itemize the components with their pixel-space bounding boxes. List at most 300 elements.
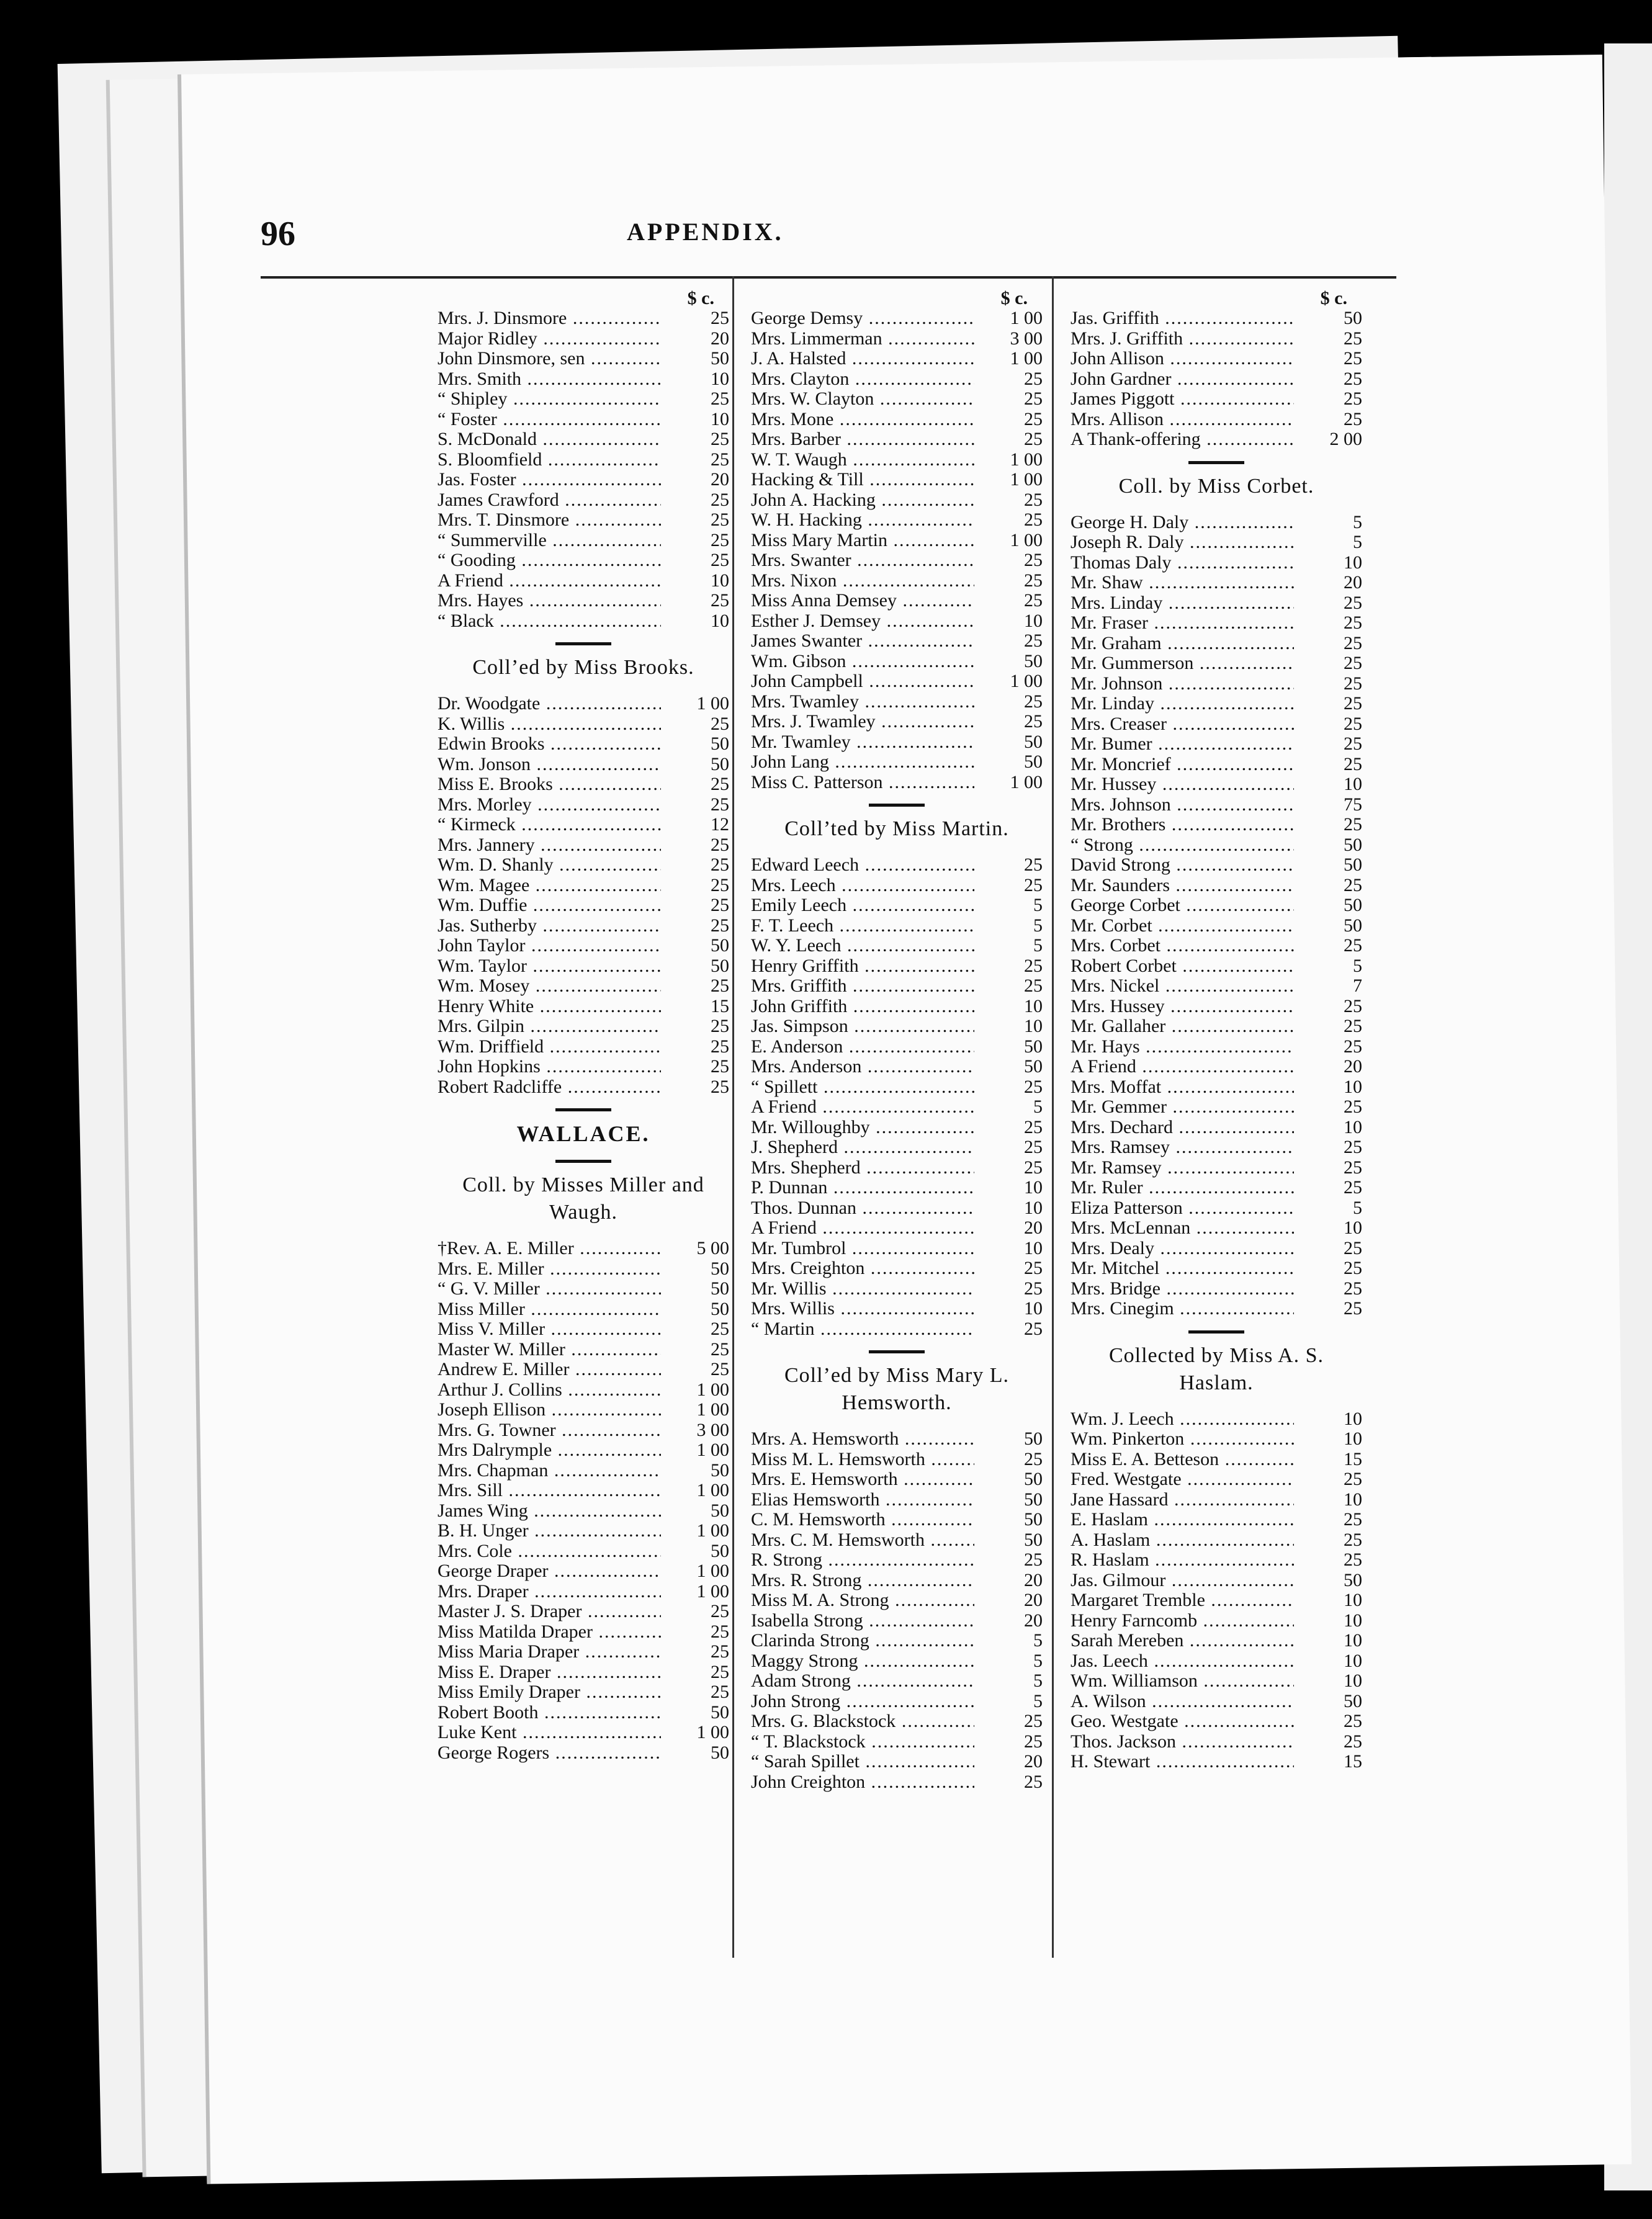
contribution-amount: 25: [711, 915, 729, 936]
contribution-row: [751, 329, 1043, 349]
contribution-row: [438, 1440, 729, 1461]
contributor-name: George Rogers .....: [438, 1743, 661, 1764]
contribution-amount: 25: [1344, 1509, 1362, 1530]
contributor-name: Mrs. Clayton .....: [751, 369, 974, 390]
contribution-row: [438, 855, 729, 876]
contribution-amount: 25: [711, 388, 729, 409]
contribution-amount: 1 00: [1010, 308, 1043, 328]
contributor-name: James Wing .....: [438, 1501, 661, 1522]
contributor-name: Mr. Ruler .....: [1071, 1178, 1294, 1198]
contribution-amount: 25: [1344, 673, 1362, 694]
contribution-amount: 25: [1344, 1096, 1362, 1117]
contribution-row: [1071, 997, 1362, 1017]
contribution-amount: 25: [711, 713, 729, 734]
contributor-name: Geo. Westgate .....: [1071, 1711, 1294, 1732]
contribution-amount: 50: [1344, 834, 1362, 855]
contribution-amount: 12: [711, 814, 729, 835]
contributor-name: Mrs. T. Dinsmore .....: [438, 510, 661, 531]
contribution-amount: 25: [1024, 1771, 1043, 1792]
contribution-amount: 25: [711, 1641, 729, 1662]
contributor-name: Maggy Strong .....: [751, 1651, 974, 1672]
contribution-row: [1071, 553, 1362, 573]
contribution-row: [1071, 573, 1362, 593]
contribution-row: [751, 1772, 1043, 1793]
contribution-row: [751, 1158, 1043, 1178]
column-divider: [732, 276, 734, 1958]
contributor-name: E. Anderson .....: [751, 1037, 974, 1057]
contribution-row: [1071, 774, 1362, 795]
contribution-amount: 10: [1024, 1197, 1043, 1218]
contribution-amount: 50: [1344, 854, 1362, 875]
contribution-row: [438, 815, 729, 835]
contribution-row: [751, 349, 1043, 369]
contribution-amount: 25: [1024, 489, 1043, 510]
contributor-name: Clarinda Strong .....: [751, 1631, 974, 1651]
contribution-amount: 15: [1344, 1751, 1362, 1772]
contribution-amount: 25: [1024, 388, 1043, 409]
contribution-amount: 5: [1033, 895, 1043, 915]
contribution-row: [438, 714, 729, 735]
contributor-name: “ Gooding .....: [438, 550, 661, 571]
contributor-name: Mr. Fraser .....: [1071, 613, 1294, 634]
contribution-row: [1071, 613, 1362, 634]
contribution-row: [1071, 1097, 1362, 1118]
contributor-name: Mrs. G. Blackstock .....: [751, 1711, 974, 1732]
contributor-name: James Piggott .....: [1071, 389, 1294, 410]
contribution-amount: 10: [1024, 1016, 1043, 1036]
contributor-name: Mrs. Willis .....: [751, 1299, 974, 1319]
contributor-name: Isabella Strong .....: [751, 1611, 974, 1631]
contribution-row: [1071, 1037, 1362, 1057]
contribution-amount: 50: [711, 733, 729, 754]
contribution-amount: 25: [1024, 630, 1043, 651]
contribution-amount: 50: [1344, 915, 1362, 936]
contribution-row: [438, 490, 729, 511]
contribution-amount: 1 00: [1010, 771, 1043, 792]
contribution-row: [1071, 1057, 1362, 1077]
contribution-row: [438, 591, 729, 611]
contribution-row: [1071, 1590, 1362, 1611]
contribution-row: [751, 571, 1043, 591]
contributor-name: Wm. Mosey .....: [438, 976, 661, 997]
contributor-name: Thos. Jackson .....: [1071, 1732, 1294, 1752]
contribution-amount: 10: [1024, 1298, 1043, 1319]
contributor-name: John Taylor .....: [438, 936, 661, 956]
contribution-row: [751, 1016, 1043, 1037]
contribution-row: [1071, 1198, 1362, 1219]
contributor-name: Jane Hassard .....: [1071, 1490, 1294, 1510]
contributor-name: David Strong .....: [1071, 855, 1294, 876]
contribution-amount: 25: [1024, 854, 1043, 875]
contributor-name: Mrs. Swanter .....: [751, 550, 974, 571]
contributor-name: Master J. S. Draper .....: [438, 1602, 661, 1622]
contributor-name: E. Haslam .....: [1071, 1510, 1294, 1530]
contributor-name: John A. Hacking .....: [751, 490, 974, 511]
section-title: WALLACE.: [516, 1121, 650, 1146]
contributor-name: Mrs. McLennan .....: [1071, 1218, 1294, 1239]
contribution-row: [1071, 674, 1362, 694]
contributor-name: Mrs. Shepherd .....: [751, 1158, 974, 1178]
contribution-row: [751, 1550, 1043, 1571]
contributor-name: Wm. Magee .....: [438, 876, 661, 896]
contribution-row: [751, 956, 1043, 977]
contributor-name: S. McDonald .....: [438, 429, 661, 450]
contributor-name: Andrew E. Miller .....: [438, 1360, 661, 1380]
contributor-name: Jas. Foster .....: [438, 470, 661, 490]
contribution-row: [751, 470, 1043, 490]
contributor-name: Mrs. Nixon .....: [751, 571, 974, 591]
column-divider: [1052, 276, 1054, 1958]
contribution-row: [751, 1732, 1043, 1752]
contribution-amount: 25: [1024, 1137, 1043, 1157]
contributor-name: Miss Emily Draper .....: [438, 1682, 661, 1703]
contribution-row: [438, 1057, 729, 1077]
contributor-name: W. T. Waugh .....: [751, 450, 974, 470]
contribution-amount: 20: [1024, 1569, 1043, 1590]
contribution-row: [438, 329, 729, 349]
contributor-name: A. Haslam .....: [1071, 1530, 1294, 1551]
contribution-row: [751, 1450, 1043, 1470]
contribution-amount: 25: [1344, 1237, 1362, 1258]
contributor-name: Mrs. Morley .....: [438, 795, 661, 815]
contribution-row: [438, 510, 729, 531]
contribution-amount: 25: [711, 1682, 729, 1702]
contribution-amount: 25: [711, 834, 729, 855]
contribution-amount: 20: [1344, 572, 1362, 593]
contributor-name: Mr. Shaw .....: [1071, 573, 1294, 593]
contributor-name: John Lang .....: [751, 752, 974, 773]
contribution-amount: 25: [711, 1359, 729, 1379]
contributor-name: “ T. Blackstock .....: [751, 1732, 974, 1752]
contributor-name: “ G. V. Miller .....: [438, 1279, 661, 1299]
section-rule: [869, 1350, 925, 1353]
contribution-row: [1071, 1611, 1362, 1631]
contribution-amount: 50: [711, 1500, 729, 1521]
contribution-row: [1071, 1239, 1362, 1259]
contributor-name: Miss V. Miller .....: [438, 1319, 661, 1340]
contribution-row: [1071, 795, 1362, 815]
contribution-amount: 25: [1344, 1016, 1362, 1036]
contribution-row: [438, 997, 729, 1017]
contribution-row: [438, 308, 729, 329]
contribution-row: [1071, 694, 1362, 714]
contributor-name: Robert Booth .....: [438, 1703, 661, 1723]
contributor-name: Wm. Jonson .....: [438, 755, 661, 775]
contribution-row: [1071, 755, 1362, 775]
contribution-row: [1071, 1651, 1362, 1672]
contribution-amount: 3 00: [1010, 328, 1043, 349]
contributor-name: Mr. Gummerson .....: [1071, 653, 1294, 674]
section-title: Collected by Miss A. S. Haslam.: [1108, 1343, 1324, 1394]
contributor-name: Mr. Moncrief .....: [1071, 755, 1294, 775]
contribution-row: [751, 1258, 1043, 1279]
section-rule: [555, 1108, 611, 1111]
contributor-name: Edwin Brooks .....: [438, 734, 661, 755]
contributor-name: Mrs. Anderson .....: [751, 1057, 974, 1077]
contributor-name: “ Summerville .....: [438, 531, 661, 551]
contribution-amount: 50: [1024, 751, 1043, 772]
contribution-row: [438, 835, 729, 856]
contribution-row: [1071, 1158, 1362, 1178]
contributor-name: Mrs. J. Twamley .....: [751, 712, 974, 732]
section-title: Coll. by Miss Corbet.: [1118, 474, 1314, 498]
contribution-row: [1071, 1279, 1362, 1299]
contribution-amount: 1 00: [1010, 529, 1043, 550]
contribution-row: [1071, 714, 1362, 735]
contribution-amount: 25: [1024, 1076, 1043, 1097]
contribution-row: [751, 1429, 1043, 1450]
contribution-amount: 10: [711, 368, 729, 389]
contribution-row: [1071, 895, 1362, 916]
contribution-row: [1071, 876, 1362, 896]
contribution-amount: 25: [1344, 592, 1362, 613]
contributor-name: John Hopkins .....: [438, 1057, 661, 1077]
contribution-row: [438, 916, 729, 936]
contribution-row: [1071, 1218, 1362, 1239]
contribution-amount: 20: [1024, 1217, 1043, 1238]
contribution-row: [1071, 329, 1362, 349]
contributor-name: John Allison .....: [1071, 349, 1294, 369]
contribution-amount: 25: [1344, 1529, 1362, 1550]
contribution-amount: 7: [1353, 975, 1362, 996]
contributor-name: Mrs. Moffat .....: [1071, 1077, 1294, 1098]
contributor-name: P. Dunnan .....: [751, 1178, 974, 1198]
contributor-name: Mrs. R. Strong .....: [751, 1571, 974, 1591]
contribution-row: [438, 1501, 729, 1522]
contribution-row: [1071, 410, 1362, 430]
contributor-name: Mrs. Creaser .....: [1071, 714, 1294, 735]
contribution-amount: 25: [1344, 348, 1362, 369]
contribution-row: [751, 1611, 1043, 1631]
contributor-name: Mrs. Hussey .....: [1071, 997, 1294, 1017]
contribution-row: [1071, 429, 1362, 450]
contribution-row: [751, 876, 1043, 896]
contribution-amount: 25: [711, 874, 729, 895]
contribution-amount: 25: [1344, 368, 1362, 389]
contributor-name: George Demsy .....: [751, 308, 974, 329]
contribution-row: [438, 1239, 729, 1259]
contribution-amount: 50: [711, 1278, 729, 1299]
contributor-name: Mr. Brothers .....: [1071, 815, 1294, 835]
contributor-name: Wm. Williamson .....: [1071, 1671, 1294, 1692]
contribution-row: [1071, 349, 1362, 369]
contribution-amount: 25: [711, 854, 729, 875]
contribution-row: [438, 734, 729, 755]
contribution-row: [438, 550, 729, 571]
contributor-name: Mrs. Smith .....: [438, 369, 661, 390]
contribution-amount: 25: [711, 429, 729, 449]
contribution-row: [1071, 1631, 1362, 1651]
contribution-amount: 25: [1344, 1731, 1362, 1752]
contribution-row: [751, 369, 1043, 390]
contributor-name: A Thank-offering .....: [1071, 429, 1294, 450]
contributor-name: Mr. Graham .....: [1071, 634, 1294, 654]
contribution-row: [438, 1259, 729, 1280]
contributor-name: F. T. Leech .....: [751, 916, 974, 936]
contribution-amount: 25: [711, 774, 729, 794]
contributor-name: Mrs. Cinegim .....: [1071, 1299, 1294, 1319]
contributor-name: Mrs. Corbet .....: [1071, 936, 1294, 956]
contribution-amount: 25: [1024, 955, 1043, 976]
contribution-row: [751, 1651, 1043, 1672]
contribution-amount: 50: [711, 753, 729, 774]
contribution-row: [1071, 532, 1362, 553]
contribution-row: [438, 571, 729, 591]
contributor-name: Jas. Sutherby .....: [438, 916, 661, 936]
contributor-name: †Rev. A. E. Miller .....: [438, 1239, 661, 1259]
contribution-row: [751, 1178, 1043, 1198]
contribution-amount: 25: [1024, 1318, 1043, 1339]
contributor-name: Fred. Westgate .....: [1071, 1469, 1294, 1490]
contribution-row: [751, 510, 1043, 531]
contributor-name: Mrs. Barber .....: [751, 429, 974, 450]
contribution-amount: 25: [1344, 995, 1362, 1016]
contribution-row: [751, 1057, 1043, 1077]
contributor-name: Miss Miller .....: [438, 1299, 661, 1320]
contribution-row: [751, 1530, 1043, 1551]
contributor-name: Thos. Dunnan .....: [751, 1198, 974, 1219]
contribution-row: [438, 1077, 729, 1098]
contributor-name: Mrs. Leech .....: [751, 876, 974, 896]
contribution-amount: 25: [1344, 388, 1362, 409]
contribution-amount: 25: [1024, 408, 1043, 429]
contribution-amount: 25: [711, 1076, 729, 1097]
contributor-name: Mrs. Dechard .....: [1071, 1118, 1294, 1138]
contributor-name: Mrs. E. Hemsworth .....: [751, 1469, 974, 1490]
contribution-row: [1071, 1450, 1362, 1470]
contribution-amount: 1 00: [696, 1561, 729, 1581]
contribution-row: [438, 470, 729, 490]
contribution-amount: 5: [1353, 955, 1362, 976]
contributor-name: B. H. Unger .....: [438, 1521, 661, 1541]
contributor-name: Mrs. J. Dinsmore .....: [438, 308, 661, 329]
contribution-amount: 25: [1024, 711, 1043, 732]
contribution-amount: 50: [1024, 731, 1043, 752]
contribution-amount: 25: [1344, 632, 1362, 653]
contribution-amount: 25: [711, 489, 729, 510]
contribution-row: [751, 855, 1043, 876]
contribution-row: [438, 895, 729, 916]
contributor-name: Joseph R. Daly .....: [1071, 532, 1294, 553]
contribution-row: [438, 1481, 729, 1501]
contribution-amount: 25: [1344, 935, 1362, 956]
contributor-name: George Draper .....: [438, 1561, 661, 1582]
amount-column-header: $ c.: [1000, 288, 1028, 308]
contributor-name: Miss Anna Demsey .....: [751, 591, 974, 611]
contribution-amount: 25: [711, 529, 729, 550]
contribution-row: [1071, 1550, 1362, 1571]
contributor-name: Edward Leech .....: [751, 855, 974, 876]
contribution-amount: 10: [1024, 1177, 1043, 1198]
contribution-row: [751, 1239, 1043, 1259]
contributor-name: Mr. Tumbrol .....: [751, 1239, 974, 1259]
contributor-name: Elias Hemsworth .....: [751, 1490, 974, 1510]
contribution-row: [1071, 1571, 1362, 1591]
contribution-row: [438, 1622, 729, 1643]
contributor-name: H. Stewart .....: [1071, 1752, 1294, 1772]
amount-column-header: $ c.: [687, 288, 714, 308]
contribution-amount: 25: [1024, 590, 1043, 611]
contribution-row: [751, 773, 1043, 793]
contribution-amount: 10: [1344, 1489, 1362, 1510]
contributor-name: Mr. Willis .....: [751, 1279, 974, 1299]
contribution-row: [751, 1692, 1043, 1712]
contribution-amount: 25: [1344, 612, 1362, 633]
contributor-name: Mr. Linday .....: [1071, 694, 1294, 714]
contribution-amount: 25: [1024, 975, 1043, 996]
contribution-row: [1071, 936, 1362, 956]
contributor-name: John Creighton .....: [751, 1772, 974, 1793]
contributor-name: Mrs. A. Hemsworth .....: [751, 1429, 974, 1450]
contribution-amount: 10: [1024, 995, 1043, 1016]
contribution-amount: 1 00: [1010, 671, 1043, 691]
contribution-amount: 50: [711, 1298, 729, 1319]
contribution-amount: 25: [1344, 1177, 1362, 1198]
contribution-amount: 50: [1024, 1529, 1043, 1550]
contributor-name: Mrs. Limmerman .....: [751, 329, 974, 349]
contribution-amount: 20: [1024, 1590, 1043, 1610]
contributor-name: John Dinsmore, sen .....: [438, 349, 661, 369]
contribution-amount: 10: [1024, 610, 1043, 631]
contribution-amount: 25: [1024, 368, 1043, 389]
contributor-name: Mrs. Bridge .....: [1071, 1279, 1294, 1299]
contribution-amount: 25: [1344, 713, 1362, 734]
contributor-name: Jas. Leech .....: [1071, 1651, 1294, 1672]
contributor-name: Henry White .....: [438, 997, 661, 1017]
contributor-name: “ Spillett .....: [751, 1077, 974, 1098]
contributor-name: R. Strong .....: [751, 1550, 974, 1571]
contribution-amount: 15: [711, 995, 729, 1016]
contribution-amount: 50: [1024, 1036, 1043, 1057]
contribution-row: [438, 1723, 729, 1743]
contribution-row: [1071, 1178, 1362, 1198]
contribution-row: [438, 1521, 729, 1541]
contribution-amount: 50: [711, 1701, 729, 1723]
contribution-amount: 25: [1024, 691, 1043, 712]
contributor-name: A. Wilson .....: [1071, 1692, 1294, 1712]
contribution-amount: 50: [711, 1459, 729, 1481]
contribution-row: [751, 1137, 1043, 1158]
contribution-row: [751, 997, 1043, 1017]
contribution-row: [751, 1118, 1043, 1138]
contribution-amount: 10: [1344, 1630, 1362, 1651]
contributor-name: Mrs. Hayes .....: [438, 591, 661, 611]
contributor-name: Mrs. Chapman .....: [438, 1461, 661, 1481]
contribution-row: [1071, 369, 1362, 390]
contribution-amount: 25: [711, 1036, 729, 1057]
contribution-row: [438, 1400, 729, 1420]
contribution-row: [438, 1682, 729, 1703]
contribution-amount: 50: [1024, 1509, 1043, 1530]
contribution-amount: 5: [1353, 532, 1362, 552]
contributor-name: John Griffith .....: [751, 997, 974, 1017]
contribution-row: [438, 755, 729, 775]
contribution-row: [751, 1571, 1043, 1591]
contribution-amount: 1 00: [1010, 348, 1043, 369]
contribution-row: [438, 1642, 729, 1662]
contribution-row: [438, 956, 729, 977]
running-head: APPENDIX.: [627, 218, 784, 246]
contribution-row: [1071, 1409, 1362, 1430]
contributor-name: Mrs. Creighton .....: [751, 1258, 974, 1279]
contribution-row: [751, 916, 1043, 936]
contribution-row: [438, 1016, 729, 1037]
amount-column-header: $ c.: [1320, 288, 1347, 308]
contributor-name: “ Martin .....: [751, 1319, 974, 1340]
contributor-name: John Gardner .....: [1071, 369, 1294, 390]
contribution-amount: 25: [1024, 550, 1043, 570]
contributor-name: Mr. Gallaher .....: [1071, 1016, 1294, 1037]
